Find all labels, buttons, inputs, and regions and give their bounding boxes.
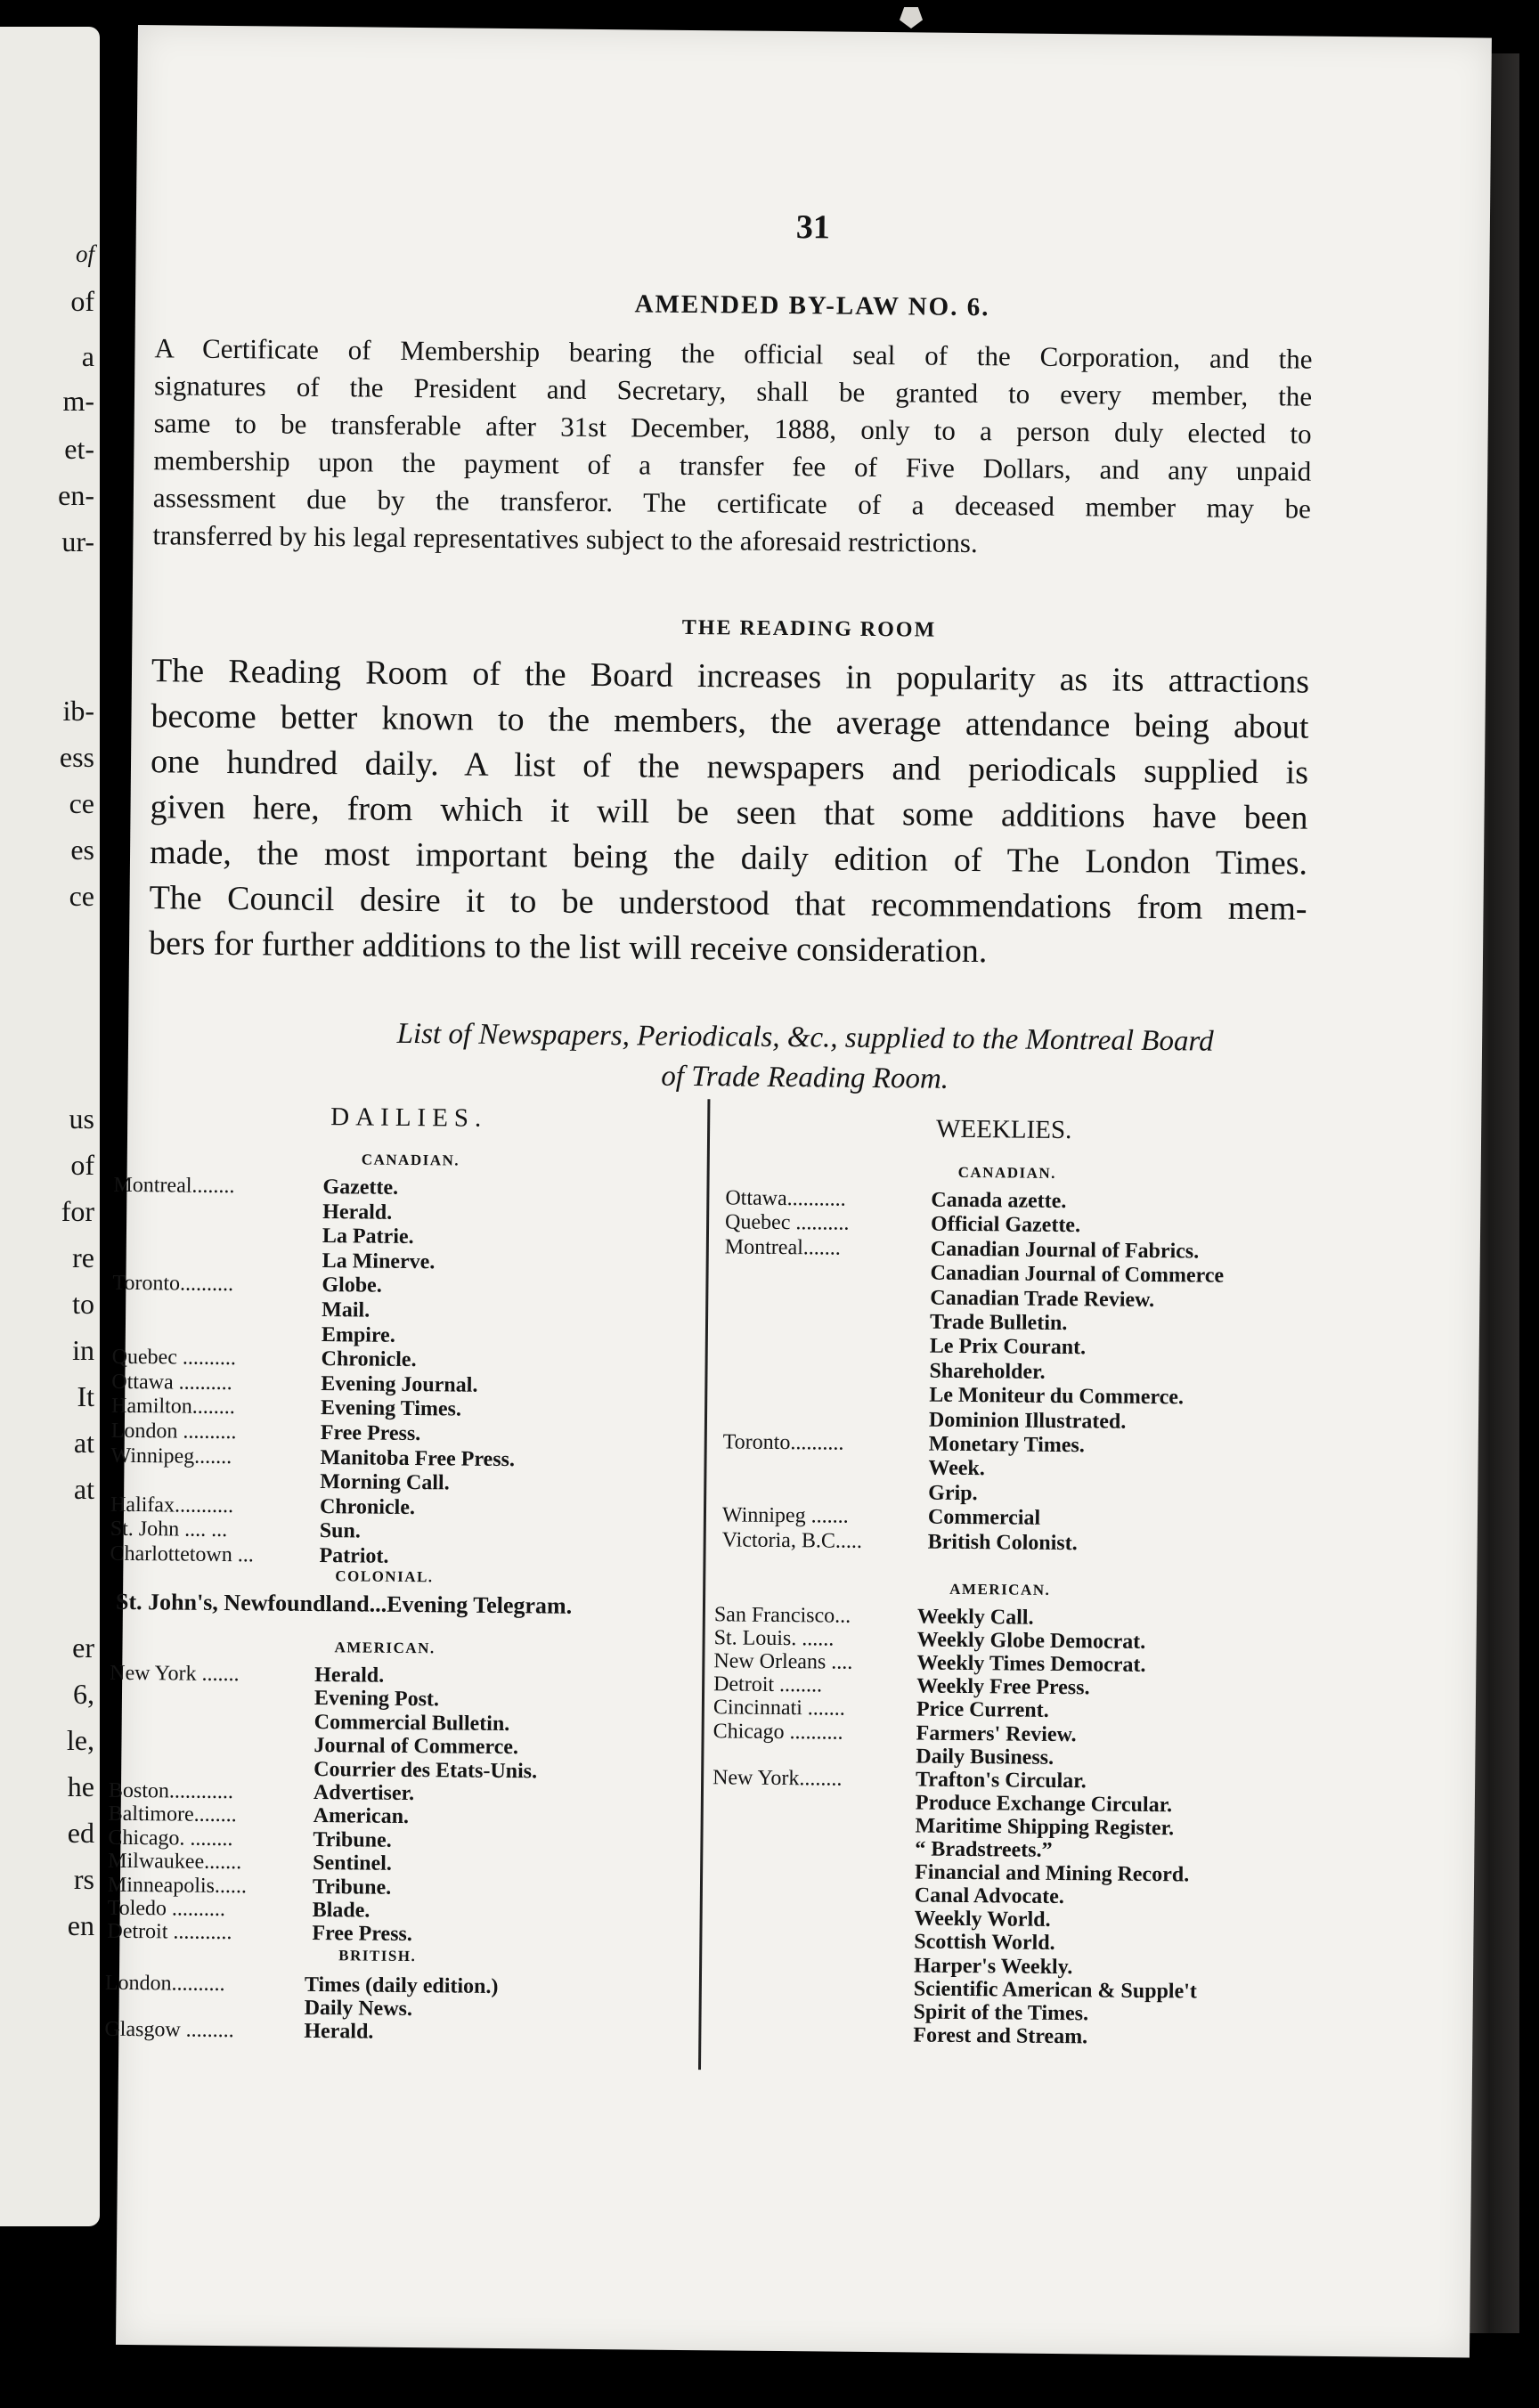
list-paper: Trade Bulletin. xyxy=(929,1310,1068,1336)
weeklies-title: WEEKLIES. xyxy=(935,1114,1072,1145)
list-paper: Free Press. xyxy=(320,1421,421,1446)
list-place: New York........ xyxy=(712,1765,843,1791)
left-page-fragment: en- xyxy=(58,479,94,511)
list-paper: Price Current. xyxy=(916,1697,1049,1723)
list-paper: Chronicle. xyxy=(321,1347,417,1372)
left-page-fragment: for xyxy=(61,1195,94,1227)
list-paper: Weekly World. xyxy=(914,1907,1051,1932)
paragraph-line: membership upon the payment of a transfer fee of Five Dollars, and any unpaid xyxy=(153,444,1312,487)
list-place: Victoria, B.C..... xyxy=(721,1527,863,1553)
left-page-fragment: at xyxy=(73,1427,94,1459)
left-page-fragment: 6, xyxy=(73,1678,94,1710)
caption-line-1: List of Newspapers, Periodicals, &c., supplied to the Montreal Board xyxy=(396,1017,1214,1058)
list-paper: Courrier des Etats-Unis. xyxy=(314,1757,538,1783)
list-place: Chicago .......... xyxy=(712,1719,843,1745)
paragraph-line: signatures of the President and Secretary, shall be granted to every member, the xyxy=(153,370,1313,412)
left-page-fragment: ce xyxy=(69,880,94,912)
left-page-fragment: a xyxy=(81,340,94,372)
left-page-fragment: at xyxy=(73,1473,94,1505)
column-divider xyxy=(698,1099,710,2070)
list-paper: Le Prix Courant. xyxy=(929,1334,1087,1360)
list-paper: Harper's Weekly. xyxy=(913,1953,1073,1979)
left-page-fragment: It xyxy=(77,1380,94,1412)
list-place: New York ....... xyxy=(110,1661,240,1687)
left-page-fragment: of xyxy=(70,285,94,317)
left-page-fragment: en xyxy=(67,1909,94,1941)
list-paper: Empire. xyxy=(321,1322,395,1347)
paragraph-line: The Reading Room of the Board increases in popularity as its attractions xyxy=(151,652,1310,701)
left-page-fragment: ib- xyxy=(62,695,94,727)
left-page-fragment: in xyxy=(72,1334,94,1366)
list-place: New Orleans .... xyxy=(713,1649,853,1674)
list-paper: Patriot. xyxy=(319,1544,389,1568)
paragraph-line: one hundred daily. A list of the newspapers and periodicals supplied is xyxy=(150,743,1309,792)
list-paper: Daily News. xyxy=(304,1996,413,2022)
list-place: Cincinnati ....... xyxy=(712,1696,845,1721)
list-paper: Spirit of the Times. xyxy=(913,2000,1089,2026)
list-paper: British Colonist. xyxy=(927,1530,1078,1555)
colonial-entry: St. John's, Newfoundland...Evening Telegram. xyxy=(115,1588,573,1619)
binding-stub xyxy=(900,7,923,28)
list-paper: Maritime Shipping Register. xyxy=(915,1814,1175,1841)
list-place: Winnipeg ....... xyxy=(721,1503,849,1528)
list-paper: Chronicle. xyxy=(319,1494,416,1519)
list-place: Quebec .......... xyxy=(111,1345,237,1371)
list-paper: Daily Business. xyxy=(916,1745,1054,1769)
list-paper: “ Bradstreets.” xyxy=(915,1837,1053,1862)
list-paper: Farmers' Review. xyxy=(916,1721,1077,1746)
list-paper: Canadian Trade Review. xyxy=(930,1286,1155,1312)
list-paper: Manitoba Free Press. xyxy=(320,1445,516,1471)
list-place: Boston............ xyxy=(108,1778,234,1804)
list-paper: Canal Advocate. xyxy=(914,1883,1064,1909)
list-paper: Weekly Free Press. xyxy=(916,1674,1090,1700)
list-paper: Commercial xyxy=(927,1505,1041,1530)
list-paper: Financial and Mining Record. xyxy=(915,1860,1190,1887)
paragraph-line: A Certificate of Membership bearing the official seal of the Corporation, and the xyxy=(154,332,1313,375)
list-paper: Evening Times. xyxy=(320,1396,462,1421)
list-place: Halifax........... xyxy=(110,1493,234,1517)
list-paper: Le Moniteur du Commerce. xyxy=(929,1383,1185,1410)
list-paper: Weekly Times Democrat. xyxy=(916,1651,1146,1678)
bylaw-paragraph xyxy=(152,329,1312,565)
list-place: San Francisco... xyxy=(713,1603,851,1628)
list-paper: American. xyxy=(313,1804,410,1829)
list-paper: Canada azette. xyxy=(931,1188,1067,1214)
list-place: Quebec .......... xyxy=(724,1210,850,1236)
list-paper: Evening Journal. xyxy=(321,1371,478,1397)
list-paper: Journal of Commerce. xyxy=(314,1734,519,1760)
paragraph-line: same to be transferable after 31st December, 1888, only to a person duly elected to xyxy=(153,407,1312,450)
list-paper: Tribune. xyxy=(312,1875,392,1900)
list-paper: Dominion Illustrated. xyxy=(928,1408,1127,1434)
reading-room-heading: THE READING ROOM xyxy=(681,615,937,642)
left-page-fragment: m- xyxy=(62,385,94,417)
bylaw-heading: AMENDED BY-LAW NO. 6. xyxy=(634,289,990,322)
list-paper: Sentinel. xyxy=(313,1851,393,1876)
list-paper: Globe. xyxy=(322,1273,382,1298)
left-page-fragment: er xyxy=(72,1631,94,1664)
list-paper: Advertiser. xyxy=(313,1780,415,1806)
left-page-fragment: us xyxy=(69,1102,94,1135)
list-paper: Weekly Globe Democrat. xyxy=(916,1628,1146,1655)
dailies-colonial-title: COLONIAL. xyxy=(335,1567,434,1586)
list-place: Chicago. ........ xyxy=(108,1826,233,1851)
list-place: St. John .... ... xyxy=(110,1517,228,1542)
list-paper: Weekly Call. xyxy=(916,1605,1034,1630)
left-page-fragment: of xyxy=(70,1149,94,1181)
left-page-fragment: of xyxy=(75,240,94,267)
list-paper: Official Gazette. xyxy=(930,1212,1081,1238)
dailies-american-title: AMERICAN. xyxy=(334,1639,436,1657)
paragraph-line: assessment due by the transferor. The certificate of a deceased member may be xyxy=(152,482,1312,525)
list-paper: Shareholder. xyxy=(929,1359,1046,1384)
list-caption xyxy=(128,1012,1483,1105)
list-paper: Scientific American & Supple't xyxy=(913,1977,1197,2004)
list-place: Charlottetown ... xyxy=(110,1542,254,1567)
list-place: Toledo .......... xyxy=(107,1896,226,1922)
list-paper: Trafton's Circular. xyxy=(916,1768,1087,1793)
list-paper: Morning Call. xyxy=(320,1470,450,1495)
left-page-fragment: le, xyxy=(66,1724,94,1756)
left-page-fragment: es xyxy=(70,834,94,866)
list-paper: Produce Exchange Circular. xyxy=(915,1791,1173,1818)
list-place: St. Louis. ...... xyxy=(713,1626,835,1651)
left-page-edge xyxy=(0,27,100,2226)
list-paper: Times (daily edition.) xyxy=(304,1973,499,1998)
list-place: Winnipeg....... xyxy=(110,1444,232,1468)
list-paper: La Patrie. xyxy=(322,1224,414,1249)
list-place: London .......... xyxy=(110,1419,237,1444)
left-page-fragment: he xyxy=(67,1770,94,1802)
list-paper: Canadian Journal of Commerce xyxy=(930,1261,1225,1288)
list-paper: Sun. xyxy=(319,1519,361,1543)
dailies-title: DAILIES. xyxy=(330,1102,488,1133)
list-place: Ottawa........... xyxy=(725,1186,846,1211)
paragraph-line: transferred by his legal representatives subject to the aforesaid restrictions. xyxy=(152,519,978,559)
left-page-fragment: to xyxy=(72,1288,94,1320)
paragraph-line: The Council desire it to be understood that recommendations from mem- xyxy=(149,879,1307,928)
left-page-fragment: ed xyxy=(67,1817,94,1849)
paragraph-line: made, the most important being the daily edition of The London Times. xyxy=(149,834,1308,883)
list-paper: Mail. xyxy=(322,1298,370,1322)
list-paper: Monetary Times. xyxy=(928,1432,1085,1458)
list-paper: Evening Post. xyxy=(314,1687,440,1712)
paragraph-line: given here, from which it will be seen that some additions have been xyxy=(150,788,1308,837)
list-place: Detroit ........... xyxy=(107,1920,232,1945)
left-page-fragment: rs xyxy=(73,1863,94,1895)
list-paper: Grip. xyxy=(928,1481,978,1505)
left-page-fragment: ur- xyxy=(61,525,94,557)
right-page xyxy=(104,25,1492,2357)
page-number: 31 xyxy=(795,208,831,247)
list-paper: Herald. xyxy=(314,1663,385,1688)
list-paper: Commercial Bulletin. xyxy=(314,1710,510,1736)
list-paper: Gazette. xyxy=(322,1176,399,1200)
list-paper: Blade. xyxy=(312,1898,370,1923)
list-place: Toronto.......... xyxy=(112,1272,234,1297)
list-place: London.......... xyxy=(104,1971,225,1997)
dailies-british-title: BRITISH. xyxy=(338,1947,417,1965)
dailies-canadian-title: CANADIAN. xyxy=(361,1151,460,1169)
list-place: Montreal....... xyxy=(724,1235,841,1260)
caption-line-2: of Trade Reading Room. xyxy=(661,1060,949,1095)
list-place: Ottawa .......... xyxy=(111,1370,232,1395)
left-page-fragment: ess xyxy=(59,741,94,773)
list-paper: Free Press. xyxy=(312,1922,412,1947)
list-place: Detroit ........ xyxy=(713,1672,823,1697)
list-place: Baltimore........ xyxy=(108,1802,237,1827)
list-paper: Tribune. xyxy=(313,1827,392,1852)
list-paper: Scottish World. xyxy=(914,1930,1055,1956)
list-paper: Herald. xyxy=(322,1200,393,1224)
weeklies-canadian-title: CANADIAN. xyxy=(957,1163,1057,1182)
reading-room-paragraph xyxy=(149,648,1309,977)
list-place: Toronto.......... xyxy=(722,1430,844,1455)
paragraph-line: bers for further additions to the list will receive consideration. xyxy=(148,924,988,971)
list-paper: Canadian Journal of Fabrics. xyxy=(930,1237,1200,1264)
weeklies-american-title: AMERICAN. xyxy=(949,1580,1051,1599)
left-page-fragment: et- xyxy=(64,433,94,465)
list-place: Montreal........ xyxy=(113,1173,235,1199)
list-paper: Forest and Stream. xyxy=(913,2023,1088,2049)
list-paper: Week. xyxy=(928,1456,985,1481)
list-place: Hamilton........ xyxy=(110,1395,235,1420)
paragraph-line: become better known to the members, the average attendance being about xyxy=(151,697,1309,746)
list-place: Glasgow ......... xyxy=(104,2017,234,2043)
list-place: Minneapolis...... xyxy=(107,1873,248,1898)
list-paper: La Minerve. xyxy=(322,1249,436,1274)
list-paper: Herald. xyxy=(304,2019,374,2044)
left-page-fragment: re xyxy=(72,1241,94,1273)
left-page-fragment: ce xyxy=(69,787,94,819)
list-place: Milwaukee....... xyxy=(108,1849,242,1875)
